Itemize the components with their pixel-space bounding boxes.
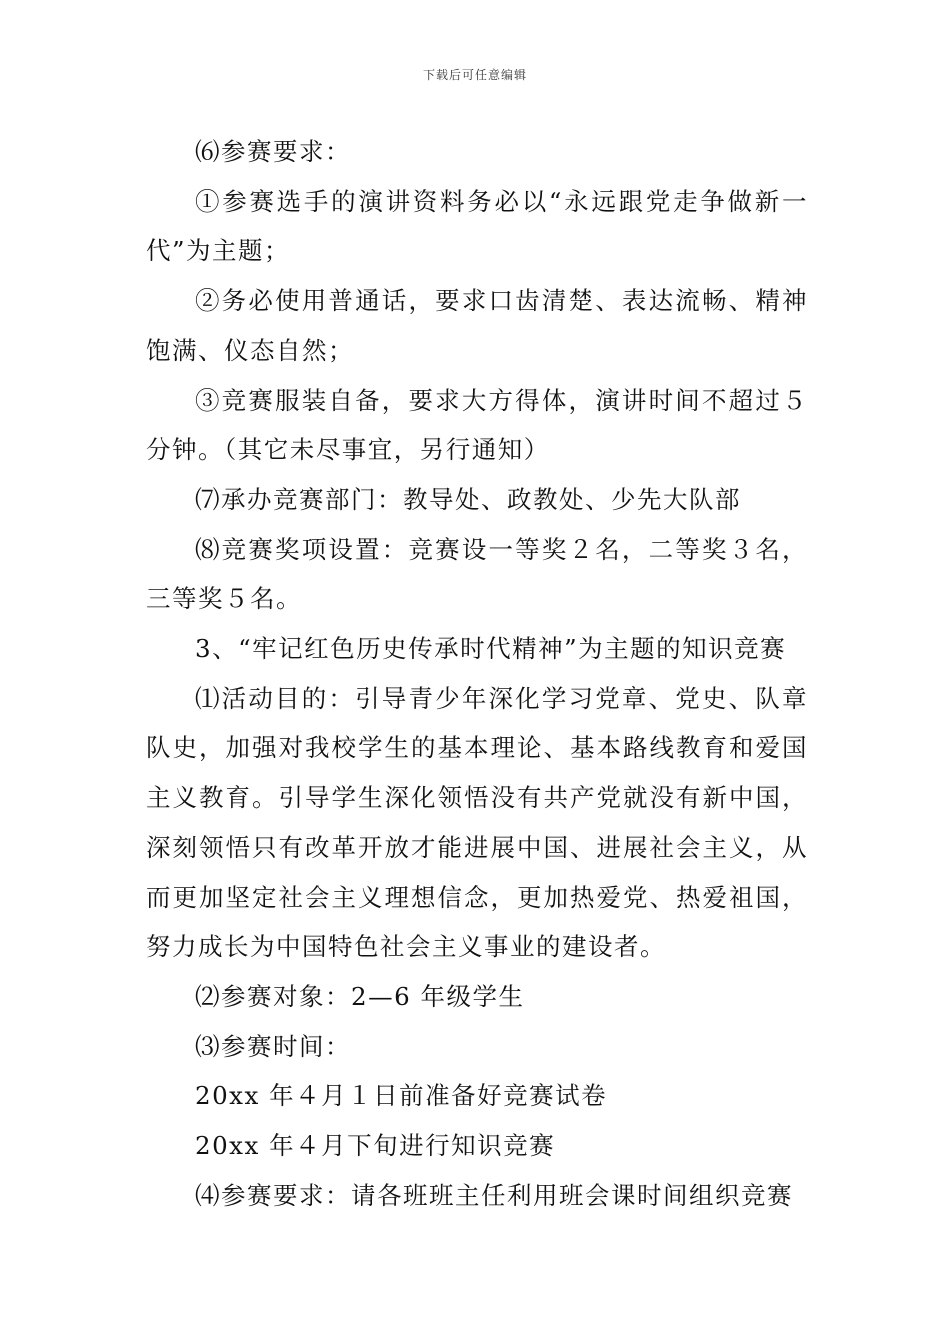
paragraph-competition-date: 20xx 年４月下旬进行知识竞赛 xyxy=(195,1131,556,1161)
paragraph-competition-time-heading: ⑶参赛时间： xyxy=(195,1031,351,1061)
paragraph-activity-purpose: ⑴活动目的：引导青少年深化学习党章、党史、队章队史，加强对我校学生的基本理论、基本路线教育和爱国主义教育。引导学生深化领悟没有共产党就没有新中国，深刻领悟只有改革开放才能进展中国、进展社会主义，从而更加坚定社会主义理想信念，更加热爱党、热爱祖国，努力成长为中国特色社会主义事业的建设者。 xyxy=(146,683,808,962)
document-body xyxy=(146,127,808,1220)
paragraph-exam-preparation-date: 20xx 年４月１日前准备好竞赛试卷 xyxy=(195,1081,608,1111)
paragraph-competition-requirements: ⑷参赛要求：请各班班主任利用班会课时间组织竞赛 xyxy=(195,1180,793,1210)
paragraph-speech-theme: ①参赛选手的演讲资料务必以“永远跟党走争做新一代”为主题； xyxy=(146,186,808,266)
paragraph-participants: ⑵参赛对象：2—6 年级学生 xyxy=(195,981,525,1011)
paragraph-section-3-heading: 3、“牢记红色历史传承时代精神”为主题的知识竞赛 xyxy=(195,634,787,664)
paragraph-attire-and-time: ③竞赛服装自备，要求大方得体，演讲时间不超过５分钟。（其它未尽事宜，另行通知） xyxy=(146,385,808,465)
paragraph-mandarin-requirement: ②务必使用普通话，要求口齿清楚、表达流畅、精神饱满、仪态自然； xyxy=(146,286,808,365)
page-header: 下载后可任意编辑 xyxy=(422,68,527,82)
paragraph-participation-requirements-heading: ⑹参赛要求： xyxy=(195,137,351,166)
paragraph-award-settings: ⑻竞赛奖项设置：竞赛设一等奖２名，二等奖３名，三等奖５名。 xyxy=(146,534,808,614)
paragraph-organizing-departments: ⑺承办竞赛部门：教导处、政教处、少先大队部 xyxy=(195,484,741,514)
